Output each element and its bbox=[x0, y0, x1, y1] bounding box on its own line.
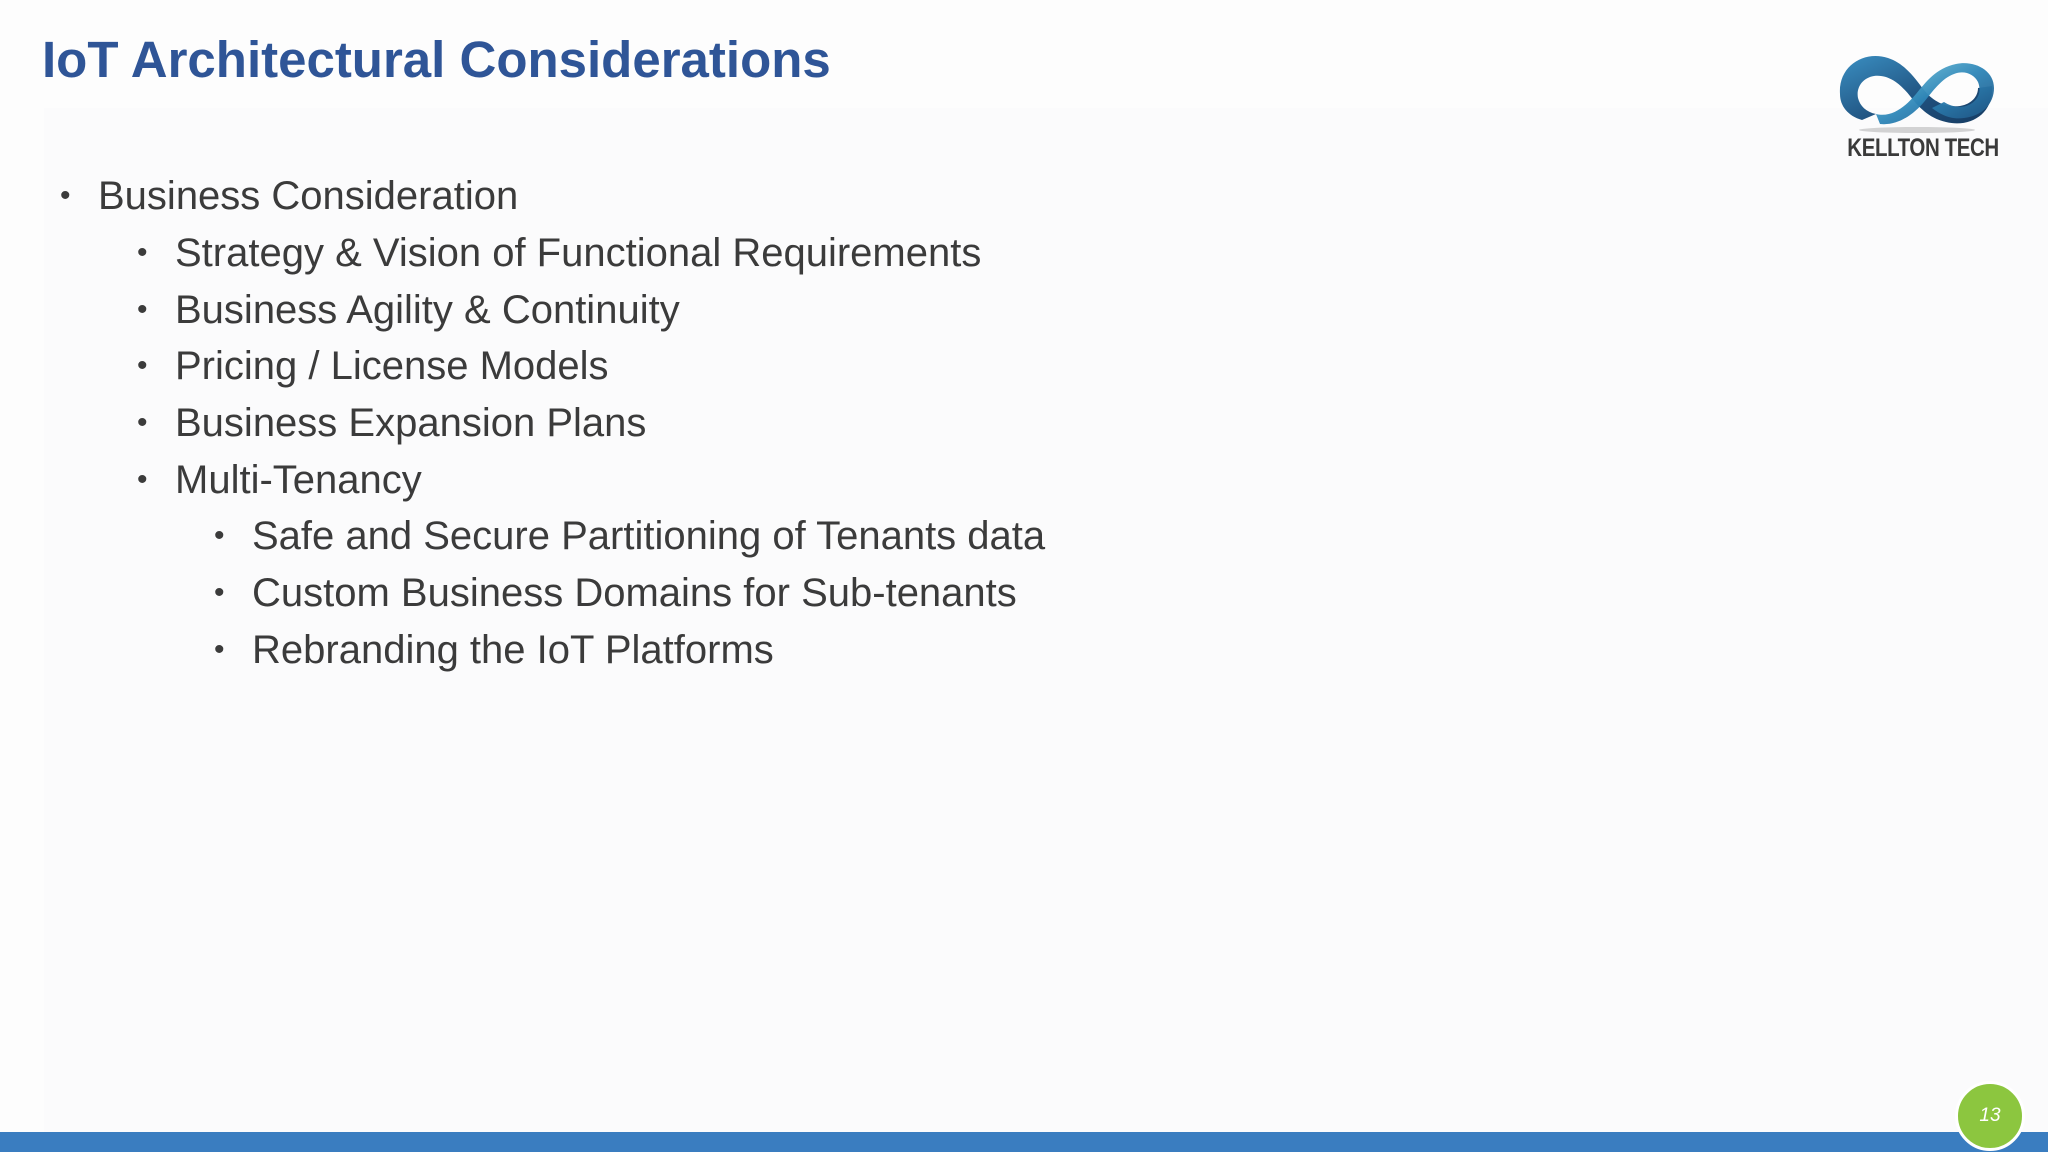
bullet-dot-icon: • bbox=[214, 633, 225, 666]
bullet-dot-icon: • bbox=[137, 406, 148, 439]
infinity-logo-icon bbox=[1832, 36, 2002, 136]
bullet-text: Pricing / License Models bbox=[175, 344, 609, 388]
bullet-text: Custom Business Domains for Sub-tenants bbox=[252, 571, 1017, 615]
bullet-dot-icon: • bbox=[137, 293, 148, 326]
bullet-text: Business Agility & Continuity bbox=[175, 288, 680, 332]
bullet-text: Strategy & Vision of Functional Requirements bbox=[175, 231, 982, 275]
bullet-text: Multi-Tenancy bbox=[175, 458, 422, 502]
bullet-dot-icon: • bbox=[60, 179, 71, 212]
kellton-tech-logo bbox=[1832, 36, 2002, 166]
bullet-dot-icon: • bbox=[214, 576, 225, 609]
bullet-text: Safe and Secure Partitioning of Tenants data bbox=[252, 514, 1046, 558]
bullet-dot-icon: • bbox=[137, 236, 148, 269]
bullet-dot-icon: • bbox=[137, 349, 148, 382]
page-number-badge: 13 bbox=[1955, 1081, 2025, 1151]
bullet-text: Rebranding the IoT Platforms bbox=[252, 628, 774, 672]
bullet-dot-icon: • bbox=[137, 463, 148, 496]
slide-title: IoT Architectural Considerations bbox=[42, 31, 831, 88]
footer-bar bbox=[0, 1132, 2048, 1152]
bullet-text: Business Consideration bbox=[98, 174, 519, 218]
bullet-text: Business Expansion Plans bbox=[175, 401, 647, 445]
logo-text: KELLTON TECH bbox=[1847, 134, 1999, 162]
bullet-dot-icon: • bbox=[214, 519, 225, 552]
